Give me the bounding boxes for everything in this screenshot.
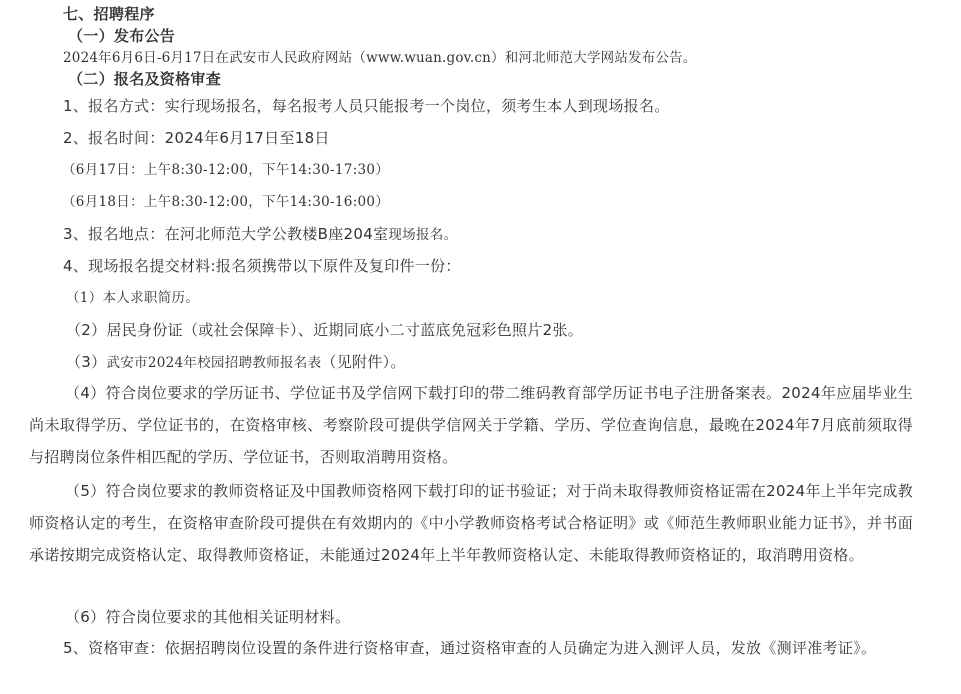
materials-intro: 4、现场报名提交材料:报名须携带以下原件及复印件一份： bbox=[63, 257, 461, 275]
publish-text: 2024年6月6日-6月17日在武安市人民政府网站（www.wuan.gov.cn）和河北师范大学网站发布公告。 bbox=[63, 50, 697, 66]
registration-method: 1、报名方式：实行现场报名，每名报考人员只能报考一个岗位，须考生本人到现场报名。 bbox=[63, 97, 670, 115]
material-id-photos: （2）居民身份证（或社会保障卡）、近期同底小二寸蓝底免冠彩色照片2张。 bbox=[66, 321, 584, 339]
registration-time-day2: （6月18日：上午8:30-12:00，下午14:30-16:00） bbox=[62, 194, 390, 210]
subsection-title-publish: （一）发布公告 bbox=[68, 27, 176, 45]
material-form-number: （3） bbox=[66, 353, 107, 371]
registration-location-suffix: 现场报名。 bbox=[388, 227, 458, 243]
subsection-title-registration: （二）报名及资格审查 bbox=[68, 70, 222, 88]
material-resume: （1）本人求职简历。 bbox=[66, 290, 200, 306]
section-title: 七、招聘程序 bbox=[63, 5, 155, 23]
material-form-name: 武安市2024年校园招聘教师报名表 bbox=[106, 355, 322, 371]
material-diploma-certificates: （4）符合岗位要求的学历证书、学位证书及学信网下载打印的带二维码教育部学历证书电子注册备案表。2024年应届毕业生尚未取得学历、学位证书的，在资格审核、考察阶段可提供学信网关于学籍、学历、学位查询信息，最晚在2024年7月底前须取得与招聘岗位条件相匹配的学历、学位证书，否则取消聘用资格。 bbox=[29, 384, 913, 466]
material-other-proofs: （6）符合岗位要求的其他相关证明材料。 bbox=[65, 608, 351, 626]
registration-time: 2、报名时间：2024年6月17日至18日 bbox=[63, 129, 330, 147]
registration-time-day1: （6月17日：上午8:30-12:00，下午14:30-17:30） bbox=[62, 162, 390, 178]
registration-location bbox=[63, 224, 457, 245]
qualification-review: 5、资格审查：依据招聘岗位设置的条件进行资格审查，通过资格审查的人员确定为进入测评人员，发放《测评准考证》。 bbox=[63, 639, 877, 657]
material-application-form bbox=[66, 352, 406, 373]
material-teacher-qualification: （5）符合岗位要求的教师资格证及中国教师资格网下载打印的证书验证；对于尚未取得教师资格证需在2024年上半年完成教师资格认定的考生，在资格审查阶段可提供在有效期内的《中小学教师资格考试合格证明》或《师范生教师职业能力证书》，并书面承诺按期完成资格认定、取得教师资格证，未能通过2024年上半年教师资格认定、未能取得教师资格证的，取消聘用资格。 bbox=[29, 482, 913, 564]
registration-location-main: 3、报名地点：在河北师范大学公教楼B座204室 bbox=[63, 225, 389, 243]
material-form-attachment: （见附件）。 bbox=[321, 353, 406, 371]
